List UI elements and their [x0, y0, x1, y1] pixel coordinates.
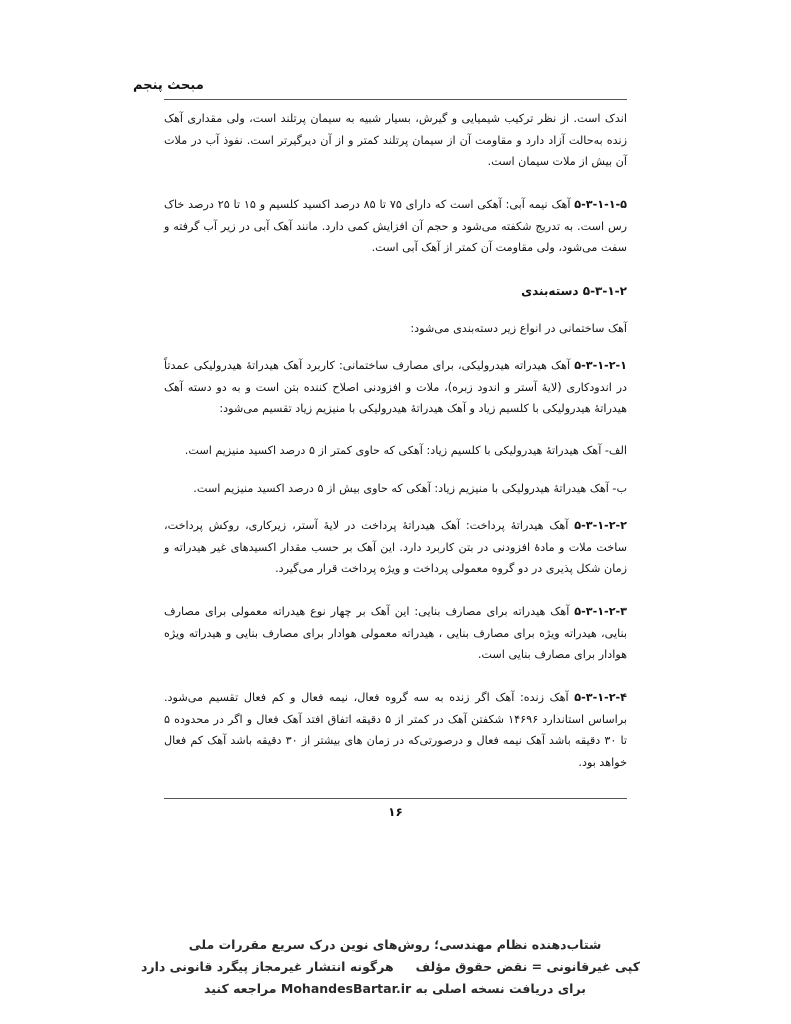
- page-number: ۱۶: [388, 805, 403, 819]
- watermark-get-original: برای دریافت نسخه اصلی به: [415, 981, 586, 996]
- watermark-site-link[interactable]: MohandesBartar.ir: [280, 981, 412, 996]
- paragraph-text: آهک هیدراته هیدرولیکی، برای مصارف ساختمانی: کاربرد آهک هیدراتهٔ هیدرولیکی عمدتاً در اندودکاری (لایهٔ آستر و اندود زبره)، ملات و افزودنی اصلاح کننده بتن است و به دو دسته آهک هیدراتهٔ هیدرولیکی با کلسیم زیاد و آهک هیدراتهٔ هیدرولیکی با منیزیم زیاد تقسیم می‌شود:: [164, 359, 627, 415]
- watermark-line-2: [141, 956, 640, 978]
- paragraph-text: الف- آهک هیدراتهٔ هیدرولیکی با کلسیم زیاد: آهکی که حاوی کمتر از ۵ درصد اکسید منیزیم است.: [184, 444, 627, 457]
- watermark-legal-notice: هرگونه انتشار غیرمجاز پیگرد قانونی دارد: [141, 959, 394, 974]
- paragraph-5-3-1-2-4: [164, 687, 627, 773]
- paragraph-text: آهک ساختمانی در انواع زیر دسته‌بندی می‌شود:: [410, 322, 627, 335]
- section-number: ۵-۳-۱-۲-۴: [574, 691, 627, 704]
- paragraph-be: [164, 478, 627, 500]
- section-heading-classification: [164, 281, 627, 303]
- footer-rule: [164, 798, 627, 799]
- header-rule: [164, 99, 627, 100]
- heading-text: ۵-۳-۱-۲ دسته‌بندی: [521, 284, 627, 298]
- paragraph-5-3-1-1-5: [164, 194, 627, 259]
- paragraph-text: آهک زنده: آهک اگر زنده به سه گروه فعال، نیمه فعال و کم فعال تقسیم می‌شود. براساس استاندارد ۱۴۶۹۶ شکفتن آهک در کمتر از ۵ دقیقه اتفاق افتد آهک فعال و اگر در محدوده ۵ تا ۳۰ دقیقه باشد آهک نیمه فعال و درصورتی‌که در زمان های بیشتر از ۳۰ دقیقه باشد آهک کم فعال خواهد بود.: [164, 691, 627, 769]
- copyright-watermark: [141, 934, 640, 1000]
- paragraph-5-3-1-2-1: [164, 355, 627, 420]
- paragraph-5-3-1-2-2: [164, 515, 627, 580]
- section-number: ۵-۳-۱-۱-۵: [574, 198, 628, 211]
- paragraph-continuation: [164, 108, 627, 173]
- paragraph-text: اندک است. از نظر ترکیب شیمیایی و گیرش، بسیار شبیه به سیمان پرتلند است، ولی مقداری آهک زنده به‌حالت آزاد دارد و مقاومت آن از سیمان پرتلند کمتر و از آن دیرگیرتر است. نفوذ آب در ملات آن بیش از ملات سیمان است.: [164, 112, 627, 168]
- section-number: ۵-۳-۱-۲-۳: [574, 605, 627, 618]
- paragraph-alef: [164, 440, 627, 462]
- paragraph-text: آهک نیمه آبی: آهکی است که دارای ۷۵ تا ۸۵ درصد اکسید کلسیم و ۱۵ تا ۲۵ درصد خاک رس است. به تدریج شکفته می‌شود و حجم آن افزایش کمی دارد. مانند آهک آبی در زیر آب گرفته و سفت می‌شود، ولی مقاومت آن کمتر از آهک آبی است.: [164, 198, 627, 254]
- paragraph-text: ب- آهک هیدراتهٔ هیدرولیکی با منیزیم زیاد: آهکی که حاوی بیش از ۵ درصد اکسید منیزیم است.: [193, 482, 627, 495]
- section-number: ۵-۳-۱-۲-۲: [574, 519, 627, 532]
- chapter-title: مبحث پنجم: [133, 78, 204, 93]
- watermark-copyright-notice: کپی غیرقانونی = نقض حقوق مؤلف: [415, 959, 640, 974]
- watermark-line-3: [150, 978, 640, 1000]
- watermark-line-1: شتاب‌دهنده نظام مهندسی؛ روش‌های نوین درک سریع مقررات ملی: [188, 937, 602, 952]
- paragraph-text: آهک هیدراتهٔ پرداخت: آهک هیدراتهٔ پرداخت در لایهٔ آستر، زیرکاری، روکش پرداخت، ساخت ملات و مادهٔ افزودنی در بتن کاربرد دارد. این آهک بر حسب مقدار اکسیدهای غیر هیدراته و زمان شکل پذیری در دو گروه معمولی پرداخت و ویژه پرداخت قرار می‌گیرد.: [164, 519, 627, 575]
- paragraph-5-3-1-2-3: [164, 601, 627, 666]
- paragraph-intro: [164, 318, 627, 340]
- paragraph-text: آهک هیدراته برای مصارف بنایی: این آهک بر چهار نوع هیدراته معمولی برای مصارف بنایی، هیدراته ویژه برای مصارف بنایی ، هیدراته معمولی هوادار برای مصارف بنایی و هیدراته ویژه هوادار برای مصارف بنایی است.: [164, 605, 627, 661]
- watermark-refer: مراجعه کنید: [204, 981, 277, 996]
- section-number: ۵-۳-۱-۲-۱: [574, 359, 627, 372]
